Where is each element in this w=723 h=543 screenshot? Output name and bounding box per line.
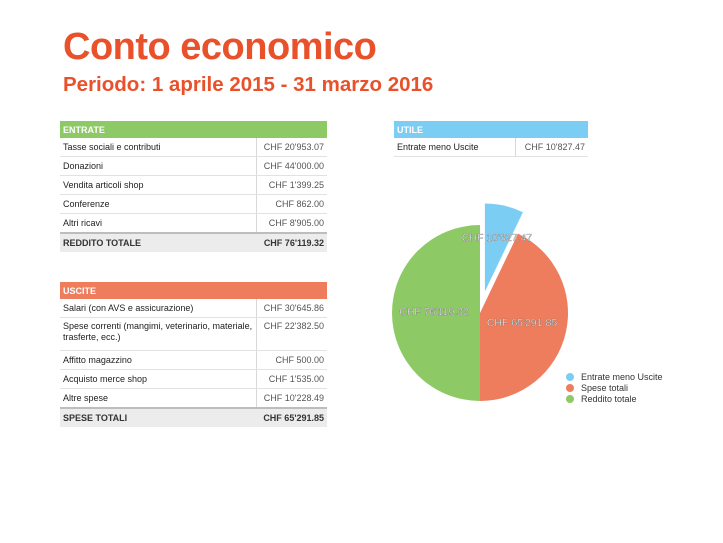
table-row (60, 351, 327, 370)
legend-swatch (566, 395, 574, 403)
row-label: Altri ricavi (60, 214, 257, 234)
row-value: CHF 20'953.07 (257, 138, 328, 157)
page-title: Conto economico (63, 26, 377, 68)
row-value: CHF 1'535.00 (257, 370, 328, 389)
row-value: CHF 22'382.50 (257, 318, 328, 351)
row-label: Donazioni (60, 157, 257, 176)
table-row (60, 389, 327, 409)
legend-label: Spese totali (581, 382, 629, 393)
total-row (60, 233, 327, 252)
pie-slice-label: CHF 10'827.47 (461, 232, 533, 244)
pie-chart (380, 195, 580, 415)
total-value: CHF 76'119.32 (257, 233, 328, 252)
page-subtitle: Periodo: 1 aprile 2015 - 31 marzo 2016 (63, 73, 434, 96)
row-value: CHF 1'399.25 (257, 176, 328, 195)
row-value: CHF 10'827.47 (516, 138, 589, 157)
total-label: REDDITO TOTALE (60, 233, 257, 252)
table-row (60, 214, 327, 234)
uscite-header: USCITE (60, 282, 327, 299)
total-row (60, 408, 327, 427)
table-row (60, 157, 327, 176)
entrate-header: ENTRATE (60, 121, 327, 138)
row-label: Vendita articoli shop (60, 176, 257, 195)
table-row (60, 299, 327, 318)
entrate-table (60, 121, 327, 252)
utile-header: UTILE (394, 121, 588, 138)
legend-item (566, 382, 663, 393)
pie-slice-label: CHF 76'119.32 (399, 306, 469, 318)
row-label: Conferenze (60, 195, 257, 214)
row-label: Spese correnti (mangimi, veterinario, materiale, trasferte, ecc.) (60, 318, 257, 351)
row-value: CHF 862.00 (257, 195, 328, 214)
table-row (60, 176, 327, 195)
pie-slice-label: CHF 65'291.85 (486, 317, 558, 329)
row-value: CHF 500.00 (257, 351, 328, 370)
uscite-table (60, 282, 327, 427)
row-value: CHF 30'645.86 (257, 299, 328, 318)
legend-item (566, 393, 663, 404)
row-label: Acquisto merce shop (60, 370, 257, 389)
row-value: CHF 44'000.00 (257, 157, 328, 176)
legend-swatch (566, 373, 574, 381)
table-row (60, 370, 327, 389)
utile-table (394, 121, 588, 157)
legend-label: Entrate meno Uscite (581, 371, 663, 382)
row-label: Affitto magazzino (60, 351, 257, 370)
row-label: Tasse sociali e contributi (60, 138, 257, 157)
table-row (60, 138, 327, 157)
row-label: Salari (con AVS e assicurazione) (60, 299, 257, 318)
chart-legend (566, 371, 663, 404)
legend-label: Reddito totale (581, 393, 637, 404)
row-label: Entrate meno Uscite (394, 138, 516, 157)
total-value: CHF 65'291.85 (257, 408, 328, 427)
table-row (60, 318, 327, 351)
legend-item (566, 371, 663, 382)
row-value: CHF 8'905.00 (257, 214, 328, 234)
table-row (394, 138, 588, 157)
table-row (60, 195, 327, 214)
row-value: CHF 10'228.49 (257, 389, 328, 409)
total-label: SPESE TOTALI (60, 408, 257, 427)
legend-swatch (566, 384, 574, 392)
row-label: Altre spese (60, 389, 257, 409)
